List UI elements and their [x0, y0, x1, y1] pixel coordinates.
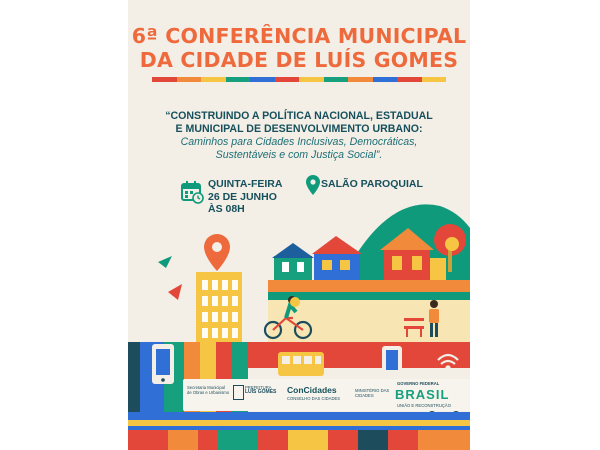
page-title-line-2: DA CIDADE DE LUÍS GOMES	[139, 48, 459, 72]
prefeitura-line-2: LUÍS GOMES	[245, 389, 277, 395]
event-time: ÀS 08H	[208, 203, 245, 215]
map-pin-icon	[204, 234, 230, 271]
poster	[128, 0, 470, 450]
concidades-logo: ConCidades	[287, 385, 337, 395]
secretaria-logo	[187, 385, 231, 395]
theme-line-2: E MUNICIPAL DE DESENVOLVIMENTO URBANO:	[175, 123, 423, 135]
brasil-logo: BRASIL	[395, 387, 450, 402]
governo-line-2: UNIÃO E RECONSTRUÇÃO	[397, 403, 451, 408]
ministerio-line-1: MINISTÉRIO DAS	[355, 388, 390, 393]
prefeitura-logo	[245, 385, 285, 395]
theme-line-4: Sustentáveis e com Justiça Social”.	[215, 149, 383, 161]
phone-icon	[152, 344, 174, 384]
secretaria-line-2: de Obras e Urbanismo	[187, 390, 230, 395]
title-stripe	[152, 77, 446, 82]
event-day: QUINTA-FEIRA	[208, 178, 283, 190]
governo-line-1: GOVERNO FEDERAL	[397, 381, 440, 386]
theme-text	[148, 110, 450, 162]
event-date: 26 DE JUNHO	[208, 190, 277, 203]
calendar-icon	[180, 180, 204, 204]
event-place: SALÃO PAROQUIAL	[321, 178, 423, 190]
prefeitura-line-1: PREFEITURA	[245, 385, 272, 390]
theme-line-1: “CONSTRUINDO A POLÍTICA NACIONAL, ESTADUAL	[165, 110, 433, 122]
sponsor-logos-bar	[183, 379, 470, 411]
theme-line-3: Caminhos para Cidades Inclusivas, Democráticas,	[180, 136, 418, 148]
prefeitura-crest-icon	[233, 385, 244, 400]
ministerio-logo	[355, 388, 389, 398]
event-datetime	[208, 178, 282, 216]
page-title-line-1: 6ª CONFERÊNCIA MUNICIPAL	[131, 24, 467, 48]
ministerio-line-2: CIDADES	[355, 393, 374, 398]
location-pin-icon	[306, 175, 320, 195]
concidades-sub: CONSELHO DAS CIDADES	[287, 396, 341, 401]
secretaria-line-1: Secretaria Municipal	[187, 385, 225, 390]
